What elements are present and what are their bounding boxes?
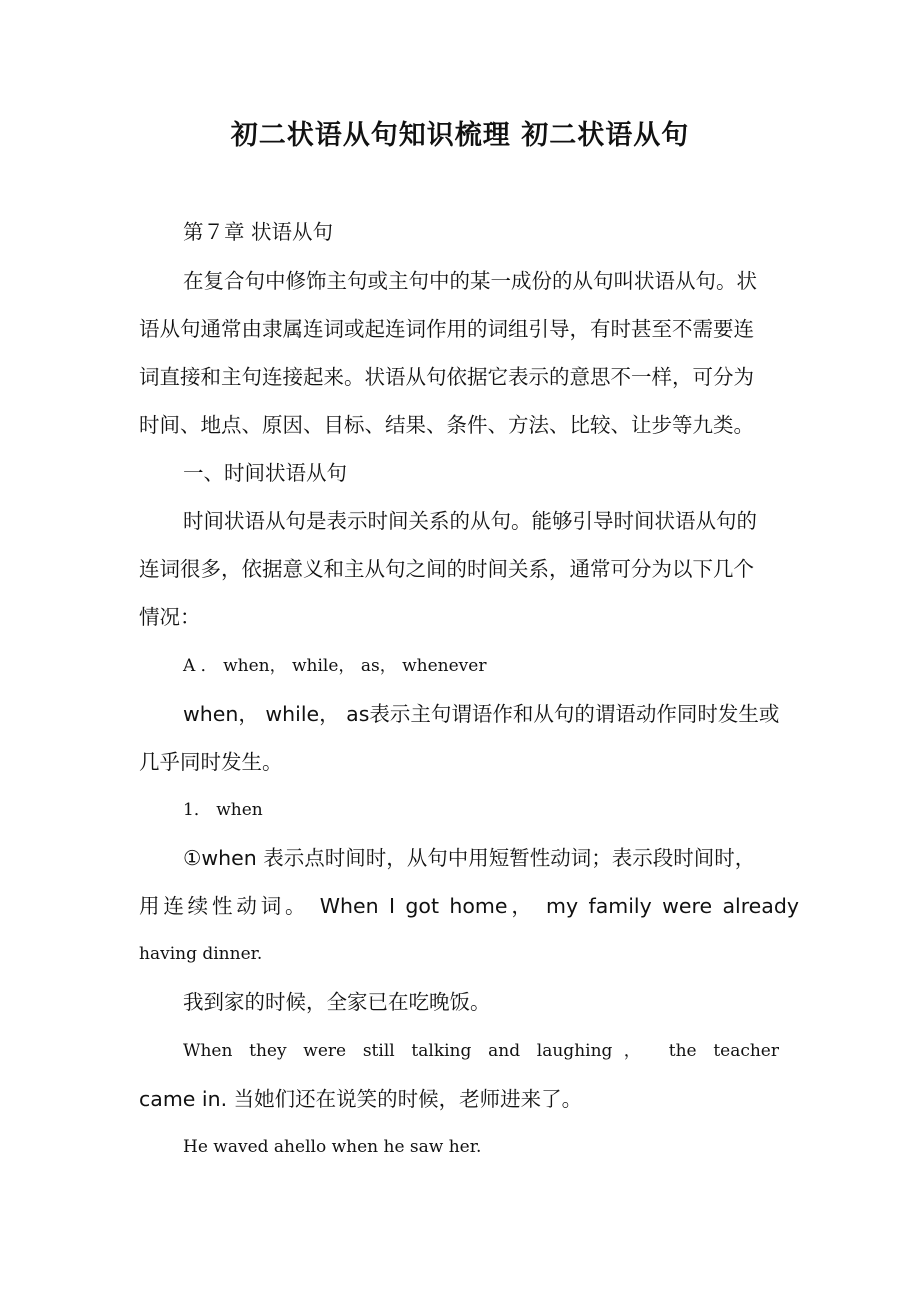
paragraph-line: 在复合句中修饰主句或主句中的某一成份的从句叫状语从句。状 [183, 269, 757, 293]
section-heading: 一、时间状语从句 [183, 461, 347, 485]
paragraph-line: ①when 表示点时间时，从句中用短暂性动词；表示段时间时， [183, 846, 756, 870]
paragraph-line: 几乎同时发生。 [139, 750, 283, 774]
page-title: 初二状语从句知识梳理 初二状语从句 [230, 120, 690, 151]
paragraph-line: when， while， as表示主句谓语作和从句的谓语动作同时发生或 [183, 702, 780, 726]
paragraph-line: 连词很多，依据意义和主从句之间的时间关系，通常可分为以下几个 [139, 557, 754, 581]
paragraph-line: 语从句通常由隶属连词或起连词作用的词组引导，有时甚至不需要连 [139, 317, 754, 341]
paragraph-line: 情况： [139, 605, 201, 629]
subheading-a: A ． when， while， as， whenever [183, 656, 487, 676]
list-item-heading: 1． when [183, 800, 263, 820]
paragraph-line: 用连续性动词。 When I got home， my family were already [139, 894, 799, 918]
example-translation: 我到家的时候，全家已在吃晚饭。 [183, 990, 491, 1014]
paragraph-line: 时间、地点、原因、目标、结果、条件、方法、比较、让步等九类。 [139, 413, 754, 437]
paragraph-line: 时间状语从句是表示时间关系的从句。能够引导时间状语从句的 [183, 509, 757, 533]
example-sentence: He waved ahello when he saw her. [183, 1137, 482, 1157]
paragraph-line: having dinner. [139, 944, 263, 964]
example-sentence: came in. 当她们还在说笑的时候，老师进来了。 [139, 1087, 583, 1111]
example-sentence: When they were still talking and laughing， the teacher [183, 1041, 779, 1061]
paragraph-line: 词直接和主句连接起来。状语从句依据它表示的意思不一样，可分为 [139, 365, 754, 389]
chapter-heading: 第７章 状语从句 [183, 220, 334, 244]
